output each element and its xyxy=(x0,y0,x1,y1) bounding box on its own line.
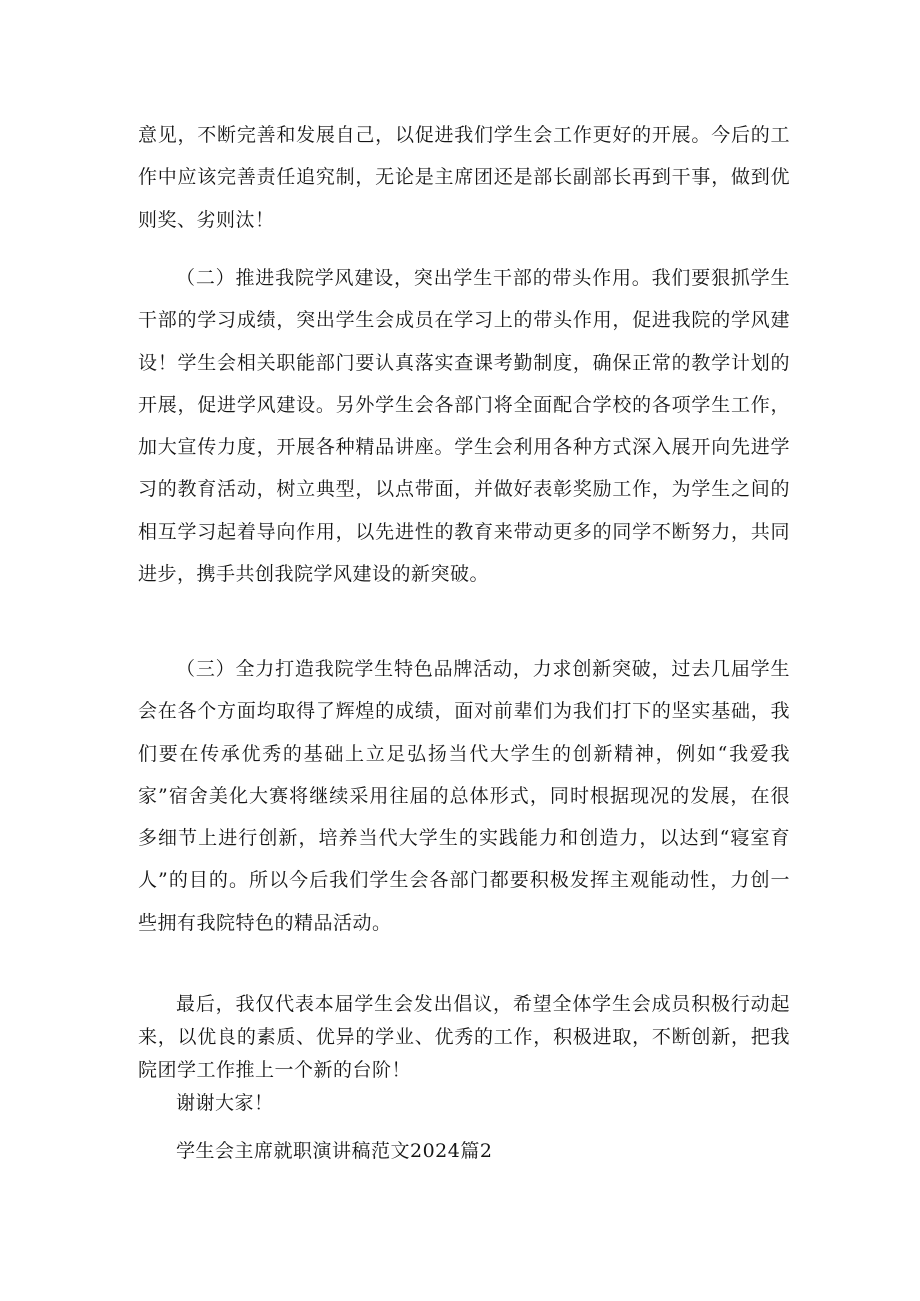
paragraph-continuation: 意见，不断完善和发展自己，以促进我们学生会工作更好的开展。今后的工作中应该完善责任追究制，无论是主席团还是部长副部长再到干事，做到优则奖、劣则汰！ xyxy=(138,124,790,231)
paragraph-section-three: （三）全力打造我院学生特色品牌活动，力求创新突破，过去几届学生会在各个方面均取得了辉煌的成绩，面对前辈们为我们打下的坚实基础，我们要在传承优秀的基础上立足弘扬当代大学生的创新精神，例如“我爱我家”宿舍美化大赛将继续采用往届的总体形式，同时根据现况的发展，在很多细节上进行创新，培养当代大学生的实践能力和创造力，以达到“寝室育人”的目的。所以今后我们学生会各部门都要积极发挥主观能动性，力创一些拥有我院特色的精品活动。 xyxy=(138,658,790,934)
paragraph-section-two: （二）推进我院学风建设，突出学生干部的带头作用。我们要狠抓学生干部的学习成绩，突出学生会成员在学习上的带头作用，促进我院的学风建设！学生会相关职能部门要认真落实查课考勤制度，确保正常的教学计划的开展，促进学风建设。另外学生会各部门将全面配合学校的各项学生工作，加大宣传力度，开展各种精品讲座。学生会利用各种方式深入展开向先进学习的教育活动，树立典型，以点带面，并做好表彰奖励工作，为学生之间的相互学习起着导向作用，以先进性的教育来带动更多的同学不断努力，共同进步，携手共创我院学风建设的新突破。 xyxy=(138,267,790,586)
next-article-title: 学生会主席就职演讲稿范文2024篇2 xyxy=(176,1140,493,1162)
paragraph-closing-appeal: 最后，我仅代表本届学生会发出倡议，希望全体学生会成员积极行动起来，以优良的素质、优异的学业、优秀的工作，积极进取，不断创新，把我院团学工作推上一个新的台阶！ xyxy=(138,993,790,1081)
closing-thanks: 谢谢大家！ xyxy=(176,1092,274,1114)
